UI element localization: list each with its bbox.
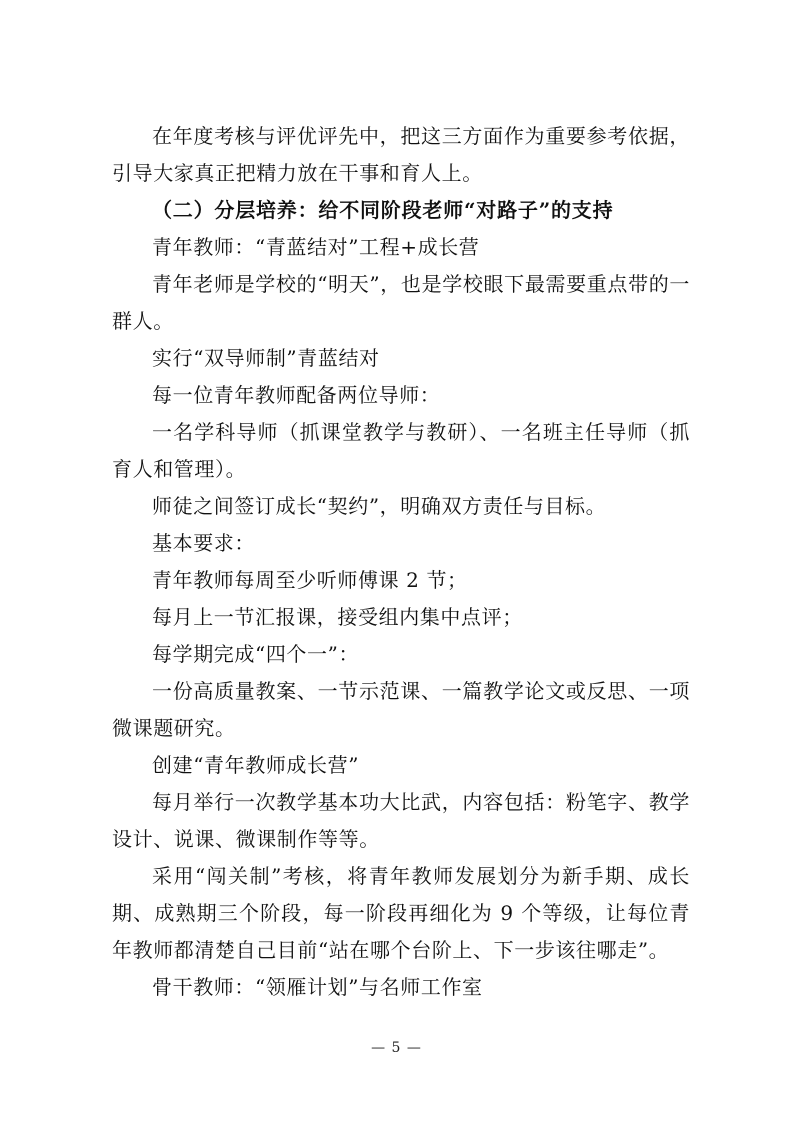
paragraph-young-teachers-intro: 青年老师是学校的“明天”，也是学校眼下最需要重点带的一群人。 bbox=[112, 272, 690, 333]
paragraph-evaluation-basis: 在年度考核与评优评先中，把这三方面作为重要参考依据，引导大家真正把精力放在干事和育人上。 bbox=[112, 124, 690, 185]
paragraph-backbone-teachers: 骨干教师：“领雁计划”与名师工作室 bbox=[152, 975, 483, 999]
document-body bbox=[112, 118, 690, 1006]
section-heading-layered-training: （二）分层培养：给不同阶段老师“对路子”的支持 bbox=[152, 198, 614, 222]
paragraph-growth-contract: 师徒之间签订成长“契约”，明确双方责任与目标。 bbox=[152, 494, 607, 518]
paragraph-basic-requirements: 基本要求： bbox=[152, 531, 255, 555]
paragraph-four-ones-detail: 一份高质量教案、一节示范课、一篇教学论文或反思、一项微课题研究。 bbox=[112, 679, 690, 740]
paragraph-mentor-roles: 一名学科导师（抓课堂教学与教研）、一名班主任导师（抓育人和管理）。 bbox=[112, 420, 690, 481]
paragraph-skills-contest: 每月举行一次教学基本功大比武，内容包括：粉笔字、教学设计、说课、微课制作等等。 bbox=[112, 790, 690, 851]
paragraph-weekly-lessons: 青年教师每周至少听师傅课 2 节； bbox=[152, 568, 468, 592]
paragraph-growth-camp: 创建“青年教师成长营” bbox=[152, 753, 360, 777]
paragraph-young-teachers-title: 青年教师：“青蓝结对”工程+成长营 bbox=[152, 235, 480, 259]
paragraph-monthly-report: 每月上一节汇报课，接受组内集中点评； bbox=[152, 605, 523, 629]
paragraph-dual-mentor: 实行“双导师制”青蓝结对 bbox=[152, 346, 380, 370]
page-number: — 5 — bbox=[371, 1040, 422, 1056]
paragraph-four-ones: 每学期完成“四个一”： bbox=[152, 642, 360, 666]
paragraph-level-system: 采用“闯关制”考核，将青年教师发展划分为新手期、成长期、成熟期三个阶段，每一阶段再细化为 9 个等级，让每位青年教师都清楚自己目前“站在哪个台阶上、下一步该往哪走”。 bbox=[112, 864, 690, 962]
paragraph-two-mentors: 每一位青年教师配备两位导师： bbox=[152, 383, 441, 407]
